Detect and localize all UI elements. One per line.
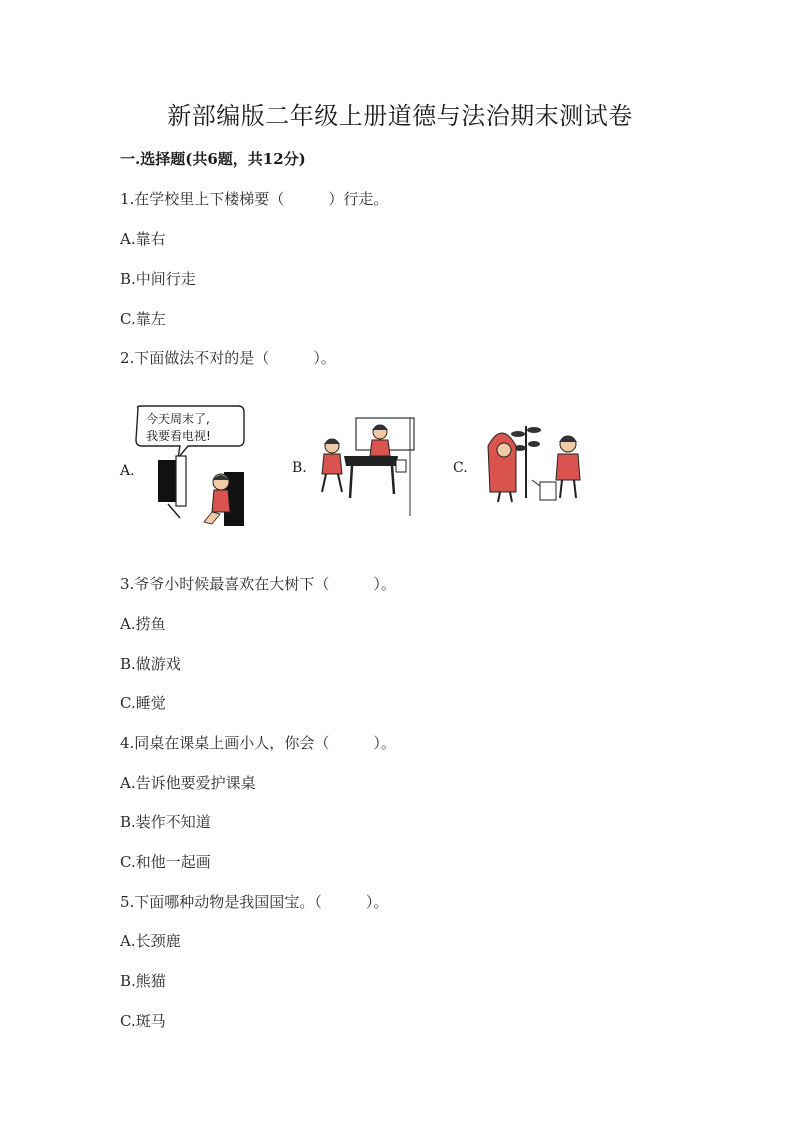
question-4-option-c: C.和他一起画: [120, 853, 211, 871]
question-4: [120, 732, 396, 753]
scene-c-planting-image: [482, 416, 596, 508]
question-1-option-b: B.中间行走: [120, 270, 196, 288]
scene-a-tv-image: [132, 404, 250, 530]
section-heading: 一.选择题(共6题，共12分): [120, 150, 306, 168]
question-1-stem-start: 1.在学校里上下楼梯要（: [120, 190, 285, 208]
question-2-label-a: A.: [120, 463, 135, 479]
question-5-option-c: C.斑马: [120, 1012, 166, 1030]
question-1-option-a: A.靠右: [120, 230, 166, 248]
question-3-stem-end: ）。: [373, 575, 396, 593]
question-4-option-b: B.装作不知道: [120, 813, 211, 831]
question-5-option-b: B.熊猫: [120, 972, 166, 990]
question-2-stem-start: 2.下面做法不对的是（: [120, 349, 270, 367]
question-3-stem-start: 3.爷爷小时候最喜欢在大树下（: [120, 575, 330, 593]
question-3-option-c: C.睡觉: [120, 694, 166, 712]
question-4-stem-end: ）。: [373, 734, 396, 752]
question-3: [120, 573, 396, 594]
scene-b-cleaning-image: [312, 416, 418, 520]
question-2: [120, 347, 336, 368]
question-4-option-a: A.告诉他要爱护课桌: [120, 774, 256, 792]
question-1-stem-end: ）行走。: [328, 190, 389, 208]
question-5-stem-start: 5.下面哪种动物是我国国宝。（: [120, 893, 322, 911]
question-1-option-c: C.靠左: [120, 310, 166, 328]
question-2-label-b: B.: [292, 460, 307, 476]
bubble-line-1: 今天周末了,: [146, 412, 210, 426]
question-3-option-b: B.做游戏: [120, 655, 181, 673]
question-2-stem-end: ）。: [313, 349, 336, 367]
question-1: [120, 188, 388, 209]
question-5-stem-end: ）。: [365, 893, 389, 911]
bubble-line-2: 我要看电视!: [146, 429, 211, 443]
page-title: 新部编版二年级上册道德与法治期末测试卷: [167, 102, 633, 130]
question-3-option-a: A.捞鱼: [120, 615, 166, 633]
question-4-stem-start: 4.同桌在课桌上画小人，你会（: [120, 734, 330, 752]
question-5-option-a: A.长颈鹿: [120, 932, 181, 950]
question-5: [120, 891, 388, 912]
question-2-label-c: C.: [453, 460, 468, 476]
